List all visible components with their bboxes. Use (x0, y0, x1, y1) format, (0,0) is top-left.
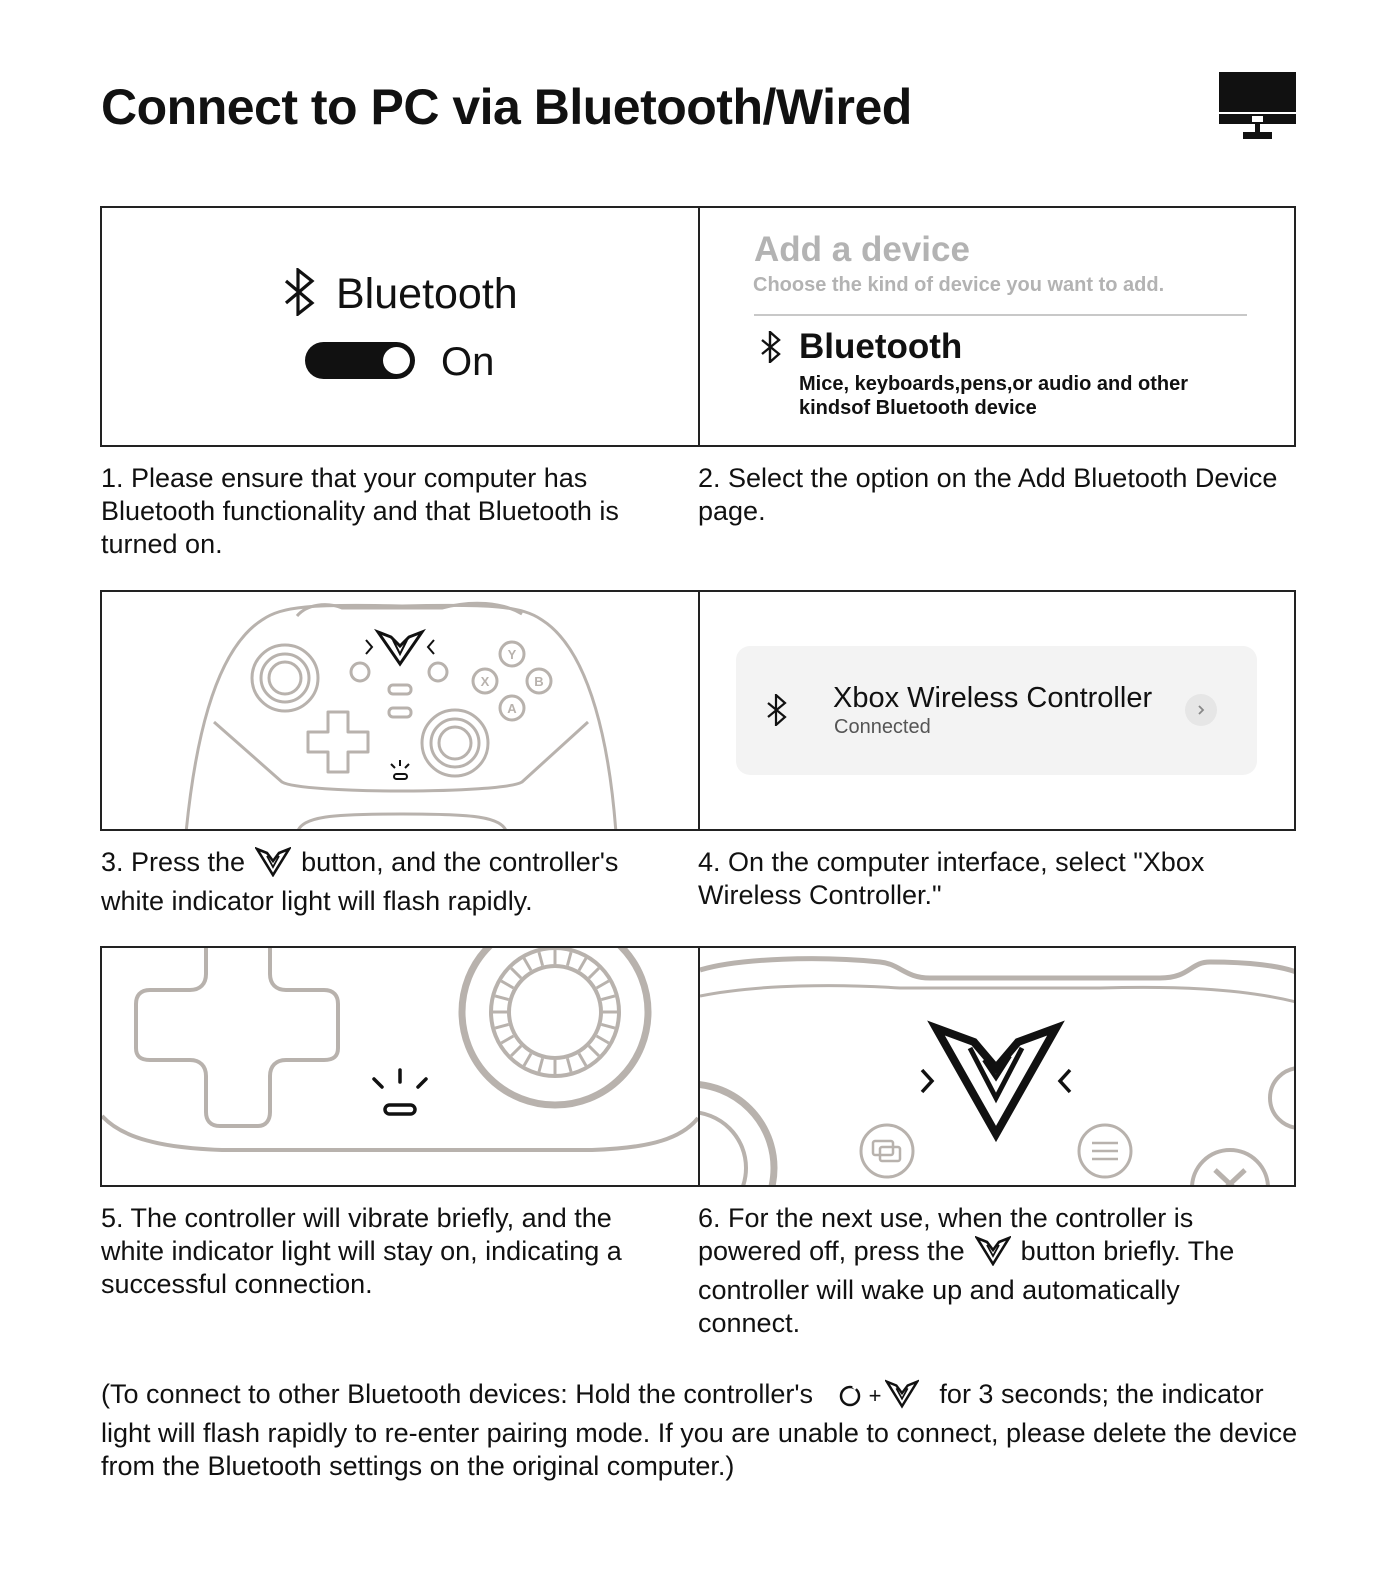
step-6-illustration (700, 948, 1294, 1185)
toggle-knob (383, 347, 410, 374)
step-1-illustration (102, 208, 700, 445)
stick-grip-ridge (539, 952, 543, 966)
bluetooth-toggle[interactable] (305, 342, 415, 379)
step-5-caption: 5. The controller will vibrate briefly, and the white indicator light will stay on, indicating a successful connection. (101, 1203, 622, 1299)
stick-grip-ridge (511, 1046, 521, 1056)
monitor-icon (1219, 72, 1296, 145)
stick-grip-ridge (495, 1024, 509, 1028)
stick-grip-ridge (589, 1046, 599, 1056)
bluetooth-setting (278, 268, 518, 321)
stick-grip-ridge (597, 1036, 609, 1043)
add-device-heading: Add a device (754, 230, 970, 269)
device-list-item[interactable] (736, 646, 1257, 775)
indicator-light-icon (391, 760, 409, 779)
footer-text-after: for 3 seconds; the indicator light will flash rapidly to re-enter pairing mode. If you are unable to connect, please delete the device from the Bluetooth settings on the original computer.) (101, 1379, 1298, 1481)
stick-grip-ridge (579, 958, 586, 970)
indicator-light-icon (374, 1070, 426, 1114)
footer-note (101, 1378, 1316, 1483)
footer-text-before: (To connect to other Bluetooth devices: Hold the controller's (101, 1379, 814, 1409)
stick-grip-ridge (501, 981, 513, 988)
controller-illustration (102, 592, 698, 829)
bluetooth-label: Bluetooth (336, 270, 518, 318)
footer-plus: + (868, 1383, 882, 1408)
stick-grip-ridge (597, 981, 609, 988)
home-logo-icon (975, 1236, 1011, 1274)
step-3-caption (101, 846, 681, 918)
bluetooth-option-description: Mice, keyboards,pens,or audio and other kindsof Bluetooth device (799, 373, 1188, 419)
x-button: X (480, 674, 490, 689)
stick-grip-ridge (524, 958, 531, 970)
step-6-text-after: button briefly. The controller will wake up and automatically connect. (698, 1236, 1235, 1338)
bluetooth-icon (764, 694, 790, 731)
controller-top-illustration (700, 948, 1294, 1185)
step-3-text-before: 3. Press the (101, 847, 246, 877)
stick-grip-ridge (601, 996, 615, 1000)
stick-grip-ridge (601, 1024, 615, 1028)
step-3-illustration (102, 592, 700, 829)
a-button: A (507, 701, 517, 716)
controller-closeup-illustration (102, 948, 698, 1185)
circle-button-icon (837, 1383, 863, 1417)
bluetooth-icon (278, 268, 322, 321)
bluetooth-option-title[interactable]: Bluetooth (799, 327, 963, 366)
bluetooth-icon (758, 331, 784, 368)
y-button: Y (507, 647, 517, 662)
page-title: Connect to PC via Bluetooth/Wired (101, 79, 912, 135)
stick-grip-ridge (501, 1036, 513, 1043)
add-device-subheading: Choose the kind of device you want to add. (753, 274, 1165, 296)
steps-row-3 (100, 946, 1296, 1187)
stick-grip-ridge (524, 1054, 531, 1066)
step-3-text-after: button, and the controller's white indicator light will flash rapidly. (101, 847, 619, 916)
step-6-text-before: 6. For the next use, when the controller is powered off, press the (698, 1203, 1194, 1266)
stick-grip-ridge (567, 1058, 571, 1072)
step-2-caption: 2. Select the option on the Add Bluetooth Device page. (698, 463, 1278, 526)
stick-grip-ridge (579, 1054, 586, 1066)
home-logo-icon (885, 1379, 919, 1417)
b-button: B (534, 674, 544, 689)
home-logo-icon (922, 1028, 1070, 1134)
step-4-caption: 4. On the computer interface, select "Xbox Wireless Controller." (698, 847, 1205, 910)
home-logo-icon (366, 632, 434, 664)
stick-grip-ridge (567, 952, 571, 966)
device-status: Connected (834, 716, 931, 738)
step-6-caption (698, 1202, 1278, 1340)
stick-grip-ridge (511, 968, 521, 978)
step-1-caption: 1. Please ensure that your computer has Bluetooth functionality and that Bluetooth is turned on. (101, 463, 619, 559)
toggle-state-label: On (441, 340, 495, 384)
step-5-illustration (102, 948, 700, 1185)
home-logo-icon (255, 847, 291, 885)
stick-grip-ridge (589, 968, 599, 978)
stick-grip-ridge (495, 996, 509, 1000)
stick-grip-ridge (539, 1058, 543, 1072)
device-name: Xbox Wireless Controller (833, 682, 1153, 714)
chevron-right-icon[interactable] (1185, 694, 1217, 726)
divider (754, 314, 1247, 316)
